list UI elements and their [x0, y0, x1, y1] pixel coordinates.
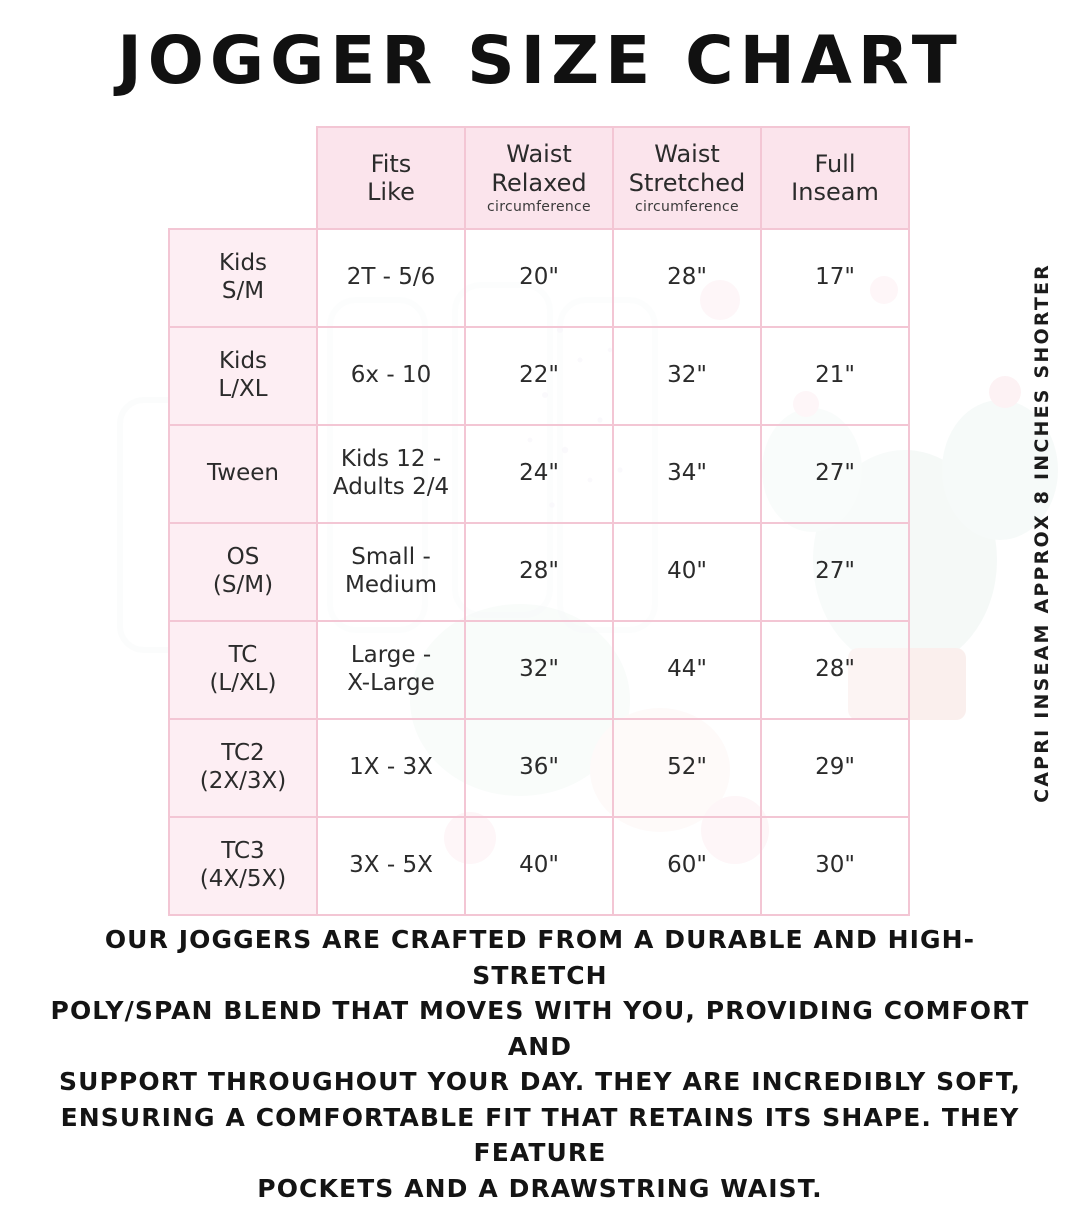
cell-fits-like — [317, 327, 465, 425]
fits-line1: Small - — [318, 544, 464, 572]
size-line2: S/M — [170, 278, 316, 306]
cell-waist-relaxed: 28" — [465, 523, 613, 621]
table-row — [169, 229, 909, 327]
header-line2: Inseam — [762, 178, 908, 206]
footer-line-2: POLY/SPAN BLEND THAT MOVES WITH YOU, PROVIDING COMFORT AND — [40, 993, 1040, 1064]
size-line1: TC2 — [170, 740, 316, 768]
table-corner-cell — [169, 127, 317, 229]
cell-waist-relaxed: 40" — [465, 817, 613, 915]
size-line2: (4X/5X) — [170, 866, 316, 894]
footer-line-4: ENSURING A COMFORTABLE FIT THAT RETAINS ITS SHAPE. THEY FEATURE — [40, 1100, 1040, 1171]
footer-line-3: SUPPORT THROUGHOUT YOUR DAY. THEY ARE INCREDIBLY SOFT, — [40, 1064, 1040, 1100]
capri-inseam-note — [1022, 238, 1062, 828]
fits-line1: 3X - 5X — [318, 852, 464, 880]
fits-line2: X-Large — [318, 670, 464, 698]
cell-fits-like — [317, 621, 465, 719]
cell-full-inseam: 28" — [761, 621, 909, 719]
cell-fits-like — [317, 229, 465, 327]
cell-waist-relaxed: 36" — [465, 719, 613, 817]
size-chart-table — [168, 126, 910, 916]
size-line2: (S/M) — [170, 572, 316, 600]
column-header-waist-relaxed — [465, 127, 613, 229]
cell-fits-like — [317, 425, 465, 523]
table-row — [169, 817, 909, 915]
cell-waist-stretched: 28" — [613, 229, 761, 327]
footer-line-5: POCKETS AND A DRAWSTRING WAIST. — [40, 1171, 1040, 1206]
column-header-full-inseam — [761, 127, 909, 229]
fits-line1: Kids 12 - — [318, 446, 464, 474]
cell-full-inseam: 21" — [761, 327, 909, 425]
fits-line2: Medium — [318, 572, 464, 600]
size-line1: TC3 — [170, 838, 316, 866]
fits-line1: 2T - 5/6 — [318, 264, 464, 292]
row-size-label — [169, 719, 317, 817]
cell-waist-relaxed: 22" — [465, 327, 613, 425]
cell-full-inseam: 30" — [761, 817, 909, 915]
size-line2: L/XL — [170, 376, 316, 404]
table-row — [169, 719, 909, 817]
size-line1: Kids — [170, 348, 316, 376]
cell-fits-like — [317, 817, 465, 915]
header-line1: Waist — [614, 140, 760, 168]
table-header-row — [169, 127, 909, 229]
column-header-fits-like — [317, 127, 465, 229]
table-row — [169, 425, 909, 523]
fits-line1: Large - — [318, 642, 464, 670]
size-line1: Kids — [170, 250, 316, 278]
size-line1: OS — [170, 544, 316, 572]
header-subtitle: circumference — [466, 199, 612, 216]
row-size-label — [169, 229, 317, 327]
cell-waist-relaxed: 32" — [465, 621, 613, 719]
page-title: JOGGER SIZE CHART — [0, 22, 1080, 99]
row-size-label — [169, 817, 317, 915]
header-line1: Waist — [466, 140, 612, 168]
header-line2: Stretched — [614, 169, 760, 197]
cell-waist-stretched: 44" — [613, 621, 761, 719]
row-size-label — [169, 425, 317, 523]
cell-waist-relaxed: 20" — [465, 229, 613, 327]
size-line2: (L/XL) — [170, 670, 316, 698]
row-size-label — [169, 621, 317, 719]
cell-waist-stretched: 40" — [613, 523, 761, 621]
size-line2: (2X/3X) — [170, 768, 316, 796]
fits-line1: 1X - 3X — [318, 754, 464, 782]
cell-waist-stretched: 60" — [613, 817, 761, 915]
cell-waist-stretched: 32" — [613, 327, 761, 425]
cell-waist-stretched: 52" — [613, 719, 761, 817]
cell-full-inseam: 17" — [761, 229, 909, 327]
cell-waist-relaxed: 24" — [465, 425, 613, 523]
header-line1: Full — [762, 150, 908, 178]
table-row — [169, 327, 909, 425]
footer-line-1: OUR JOGGERS ARE CRAFTED FROM A DURABLE AND HIGH-STRETCH — [40, 922, 1040, 993]
row-size-label — [169, 327, 317, 425]
size-line1: TC — [170, 642, 316, 670]
table-row — [169, 523, 909, 621]
cell-waist-stretched: 34" — [613, 425, 761, 523]
footer-description — [40, 922, 1040, 1206]
table-row — [169, 621, 909, 719]
cell-full-inseam: 29" — [761, 719, 909, 817]
header-line2: Like — [318, 178, 464, 206]
fits-line2: Adults 2/4 — [318, 474, 464, 502]
column-header-waist-stretched — [613, 127, 761, 229]
cell-fits-like — [317, 523, 465, 621]
header-line1: Fits — [318, 150, 464, 178]
capri-inseam-note-text: CAPRI INSEAM APPROX 8 INCHES SHORTER — [1031, 263, 1053, 803]
cell-fits-like — [317, 719, 465, 817]
cell-full-inseam: 27" — [761, 425, 909, 523]
row-size-label — [169, 523, 317, 621]
cell-full-inseam: 27" — [761, 523, 909, 621]
header-subtitle: circumference — [614, 199, 760, 216]
size-line1: Tween — [170, 460, 316, 488]
header-line2: Relaxed — [466, 169, 612, 197]
fits-line1: 6x - 10 — [318, 362, 464, 390]
